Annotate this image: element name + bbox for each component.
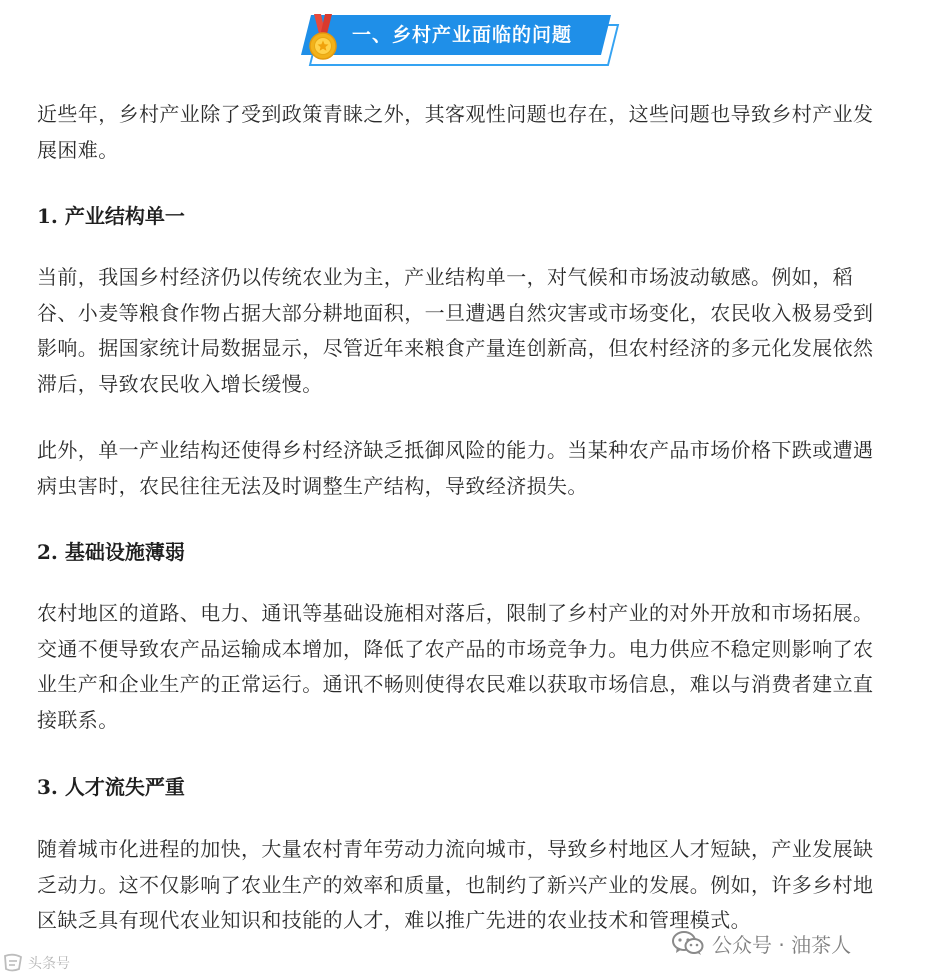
subsection-number: 2. — [37, 540, 58, 564]
subsection-title: 基础设施薄弱 — [64, 540, 185, 564]
section-title: 一、乡村产业面临的问题 — [352, 24, 573, 46]
source-label: 公众号 · 油茶人 — [712, 932, 852, 957]
section-banner — [300, 12, 620, 66]
paragraph: 农村地区的道路、电力、通讯等基础设施相对落后，限制了乡村产业的对外开放和市场拓展。交通不便导致农产品运输成本增加，降低了农产品的市场竞争力。电力供应不稳定则影响了农业生产和企业生产的正常运行。通讯不畅则使得农民难以获取市场信息，难以与消费者建立直接联系。 — [37, 601, 874, 732]
subsection-number: 1. — [37, 204, 58, 228]
subsection-title: 产业结构单一 — [64, 204, 185, 228]
toutiao-icon — [2, 953, 24, 973]
medal-icon — [308, 14, 338, 64]
intro-paragraph: 近些年，乡村产业除了受到政策青睐之外，其客观性问题也存在，这些问题也导致乡村产业发展困难。 — [37, 102, 874, 162]
paragraph: 此外，单一产业结构还使得乡村经济缺乏抵御风险的能力。当某种农产品市场价格下跌或遭遇病虫害时，农民往往无法及时调整生产结构，导致经济损失。 — [37, 438, 874, 498]
paragraph: 当前，我国乡村经济仍以传统农业为主，产业结构单一，对气候和市场波动敏感。例如，稻谷、小麦等粮食作物占据大部分耕地面积，一旦遭遇自然灾害或市场变化，农民收入极易受到影响。据国家统计局数据显示，尽管近年来粮食产量连创新高，但农村经济的多元化发展依然滞后，导致农民收入增长缓慢。 — [37, 265, 874, 396]
subsection-title: 人才流失严重 — [64, 775, 185, 799]
source-watermark — [672, 928, 851, 958]
wechat-icon — [672, 930, 704, 956]
subsection-heading-3 — [37, 772, 185, 802]
subsection-heading-1 — [37, 201, 185, 231]
subsection-heading-2 — [37, 537, 185, 567]
paragraph: 随着城市化进程的加快，大量农村青年劳动力流向城市，导致乡村地区人才短缺，产业发展缺乏动力。这不仅影响了农业生产的效率和质量，也制约了新兴产业的发展。例如，许多乡村地区缺乏具有现代农业知识和技能的人才，难以推广先进的农业技术和管理模式。 — [37, 837, 874, 932]
site-label: 头条号 — [28, 956, 70, 972]
site-watermark — [2, 950, 70, 976]
subsection-number: 3. — [37, 775, 58, 799]
